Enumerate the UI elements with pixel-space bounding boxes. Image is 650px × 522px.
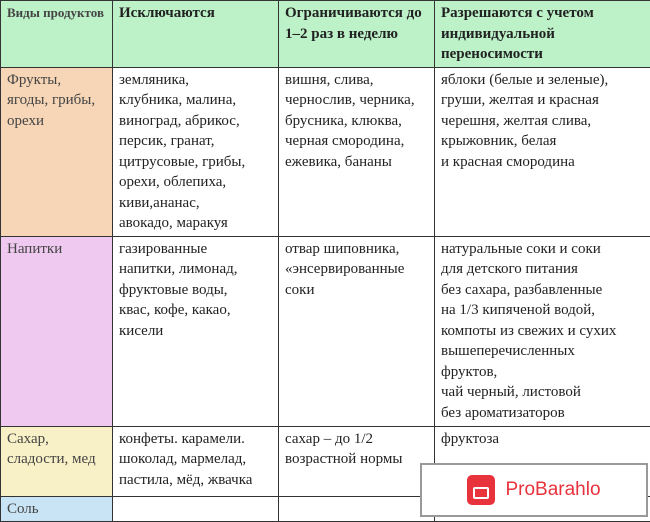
- limited-cell: [279, 236, 435, 426]
- probarahlo-watermark: [420, 463, 648, 517]
- cell-line: вышеперечисленных: [441, 341, 646, 362]
- cell-line: персик, гранат,: [119, 131, 272, 152]
- cell-line: фруктов,: [441, 362, 646, 383]
- cell-line: яблоки (белые и зеленые),: [441, 70, 646, 91]
- table-row: [1, 67, 650, 236]
- cell-line: сахар – до 1/2: [285, 429, 428, 450]
- header-limited: Ограничиваются до 1–2 раз в неделю: [279, 1, 435, 68]
- cell-line: конфеты. карамели.: [119, 429, 272, 450]
- allowed-cell: [435, 67, 650, 236]
- excluded-cell: [113, 426, 279, 496]
- cell-line: киви,ананас,: [119, 193, 272, 214]
- cell-line: квас, кофе, какао,: [119, 300, 272, 321]
- cell-line: без сахара, разбавленные: [441, 280, 646, 301]
- cell-line: соки: [285, 280, 428, 301]
- cell-line: шоколад, мармелад,: [119, 449, 272, 470]
- cell-line: на 1/3 кипяченой водой,: [441, 300, 646, 321]
- cell-line: черная смородина,: [285, 131, 428, 152]
- excluded-cell: [113, 67, 279, 236]
- category-cell: Напитки: [1, 236, 113, 426]
- cell-line: орехи, облепиха,: [119, 172, 272, 193]
- watermark-text: ProBarahlo: [505, 479, 600, 501]
- cell-line: фруктовые воды,: [119, 280, 272, 301]
- allowed-cell: [435, 236, 650, 426]
- cell-line: авокадо, маракуя: [119, 213, 272, 234]
- cell-line: пастила, мёд, жвачка: [119, 470, 272, 491]
- limited-cell: [279, 67, 435, 236]
- cell-line: черешня, желтая слива,: [441, 111, 646, 132]
- cell-line: отвар шиповника,: [285, 239, 428, 260]
- cell-line: и красная смородина: [441, 152, 646, 173]
- category-cell: Сахар, сладости, мед: [1, 426, 113, 496]
- tv-logo-icon: [467, 475, 495, 505]
- cell-line: вишня, слива,: [285, 70, 428, 91]
- cell-line: без ароматизаторов: [441, 403, 646, 424]
- cell-line: для детского питания: [441, 259, 646, 280]
- cell-line: фруктоза: [441, 429, 646, 450]
- category-cell: Соль: [1, 496, 113, 522]
- cell-line: груши, желтая и красная: [441, 90, 646, 111]
- cell-line: клубника, малина,: [119, 90, 272, 111]
- header-excluded: Исключаются: [113, 1, 279, 68]
- cell-line: ежевика, бананы: [285, 152, 428, 173]
- table-row: [1, 236, 650, 426]
- header-product-types: Виды продуктов: [1, 1, 113, 68]
- limited-cell: [279, 426, 435, 496]
- cell-line: напитки, лимонад,: [119, 259, 272, 280]
- cell-line: цитрусовые, грибы,: [119, 152, 272, 173]
- cell-line: крыжовник, белая: [441, 131, 646, 152]
- cell-line: возрастной нормы: [285, 449, 428, 470]
- cell-line: чернослив, черника,: [285, 90, 428, 111]
- header-allowed: Разрешаются с учетом индивидуальной переносимости: [435, 1, 650, 68]
- category-cell: Фрукты, ягоды, грибы, орехи: [1, 67, 113, 236]
- cell-line: чай черный, листовой: [441, 382, 646, 403]
- cell-line: кисели: [119, 321, 272, 342]
- cell-line: газированные: [119, 239, 272, 260]
- cell-line: «энсервированные: [285, 259, 428, 280]
- cell-line: натуральные соки и соки: [441, 239, 646, 260]
- cell-line: земляника,: [119, 70, 272, 91]
- excluded-cell: [113, 236, 279, 426]
- cell-line: компоты из свежих и сухих: [441, 321, 646, 342]
- header-row: [1, 1, 650, 68]
- cell-line: брусника, клюква,: [285, 111, 428, 132]
- cell-line: виноград, абрикос,: [119, 111, 272, 132]
